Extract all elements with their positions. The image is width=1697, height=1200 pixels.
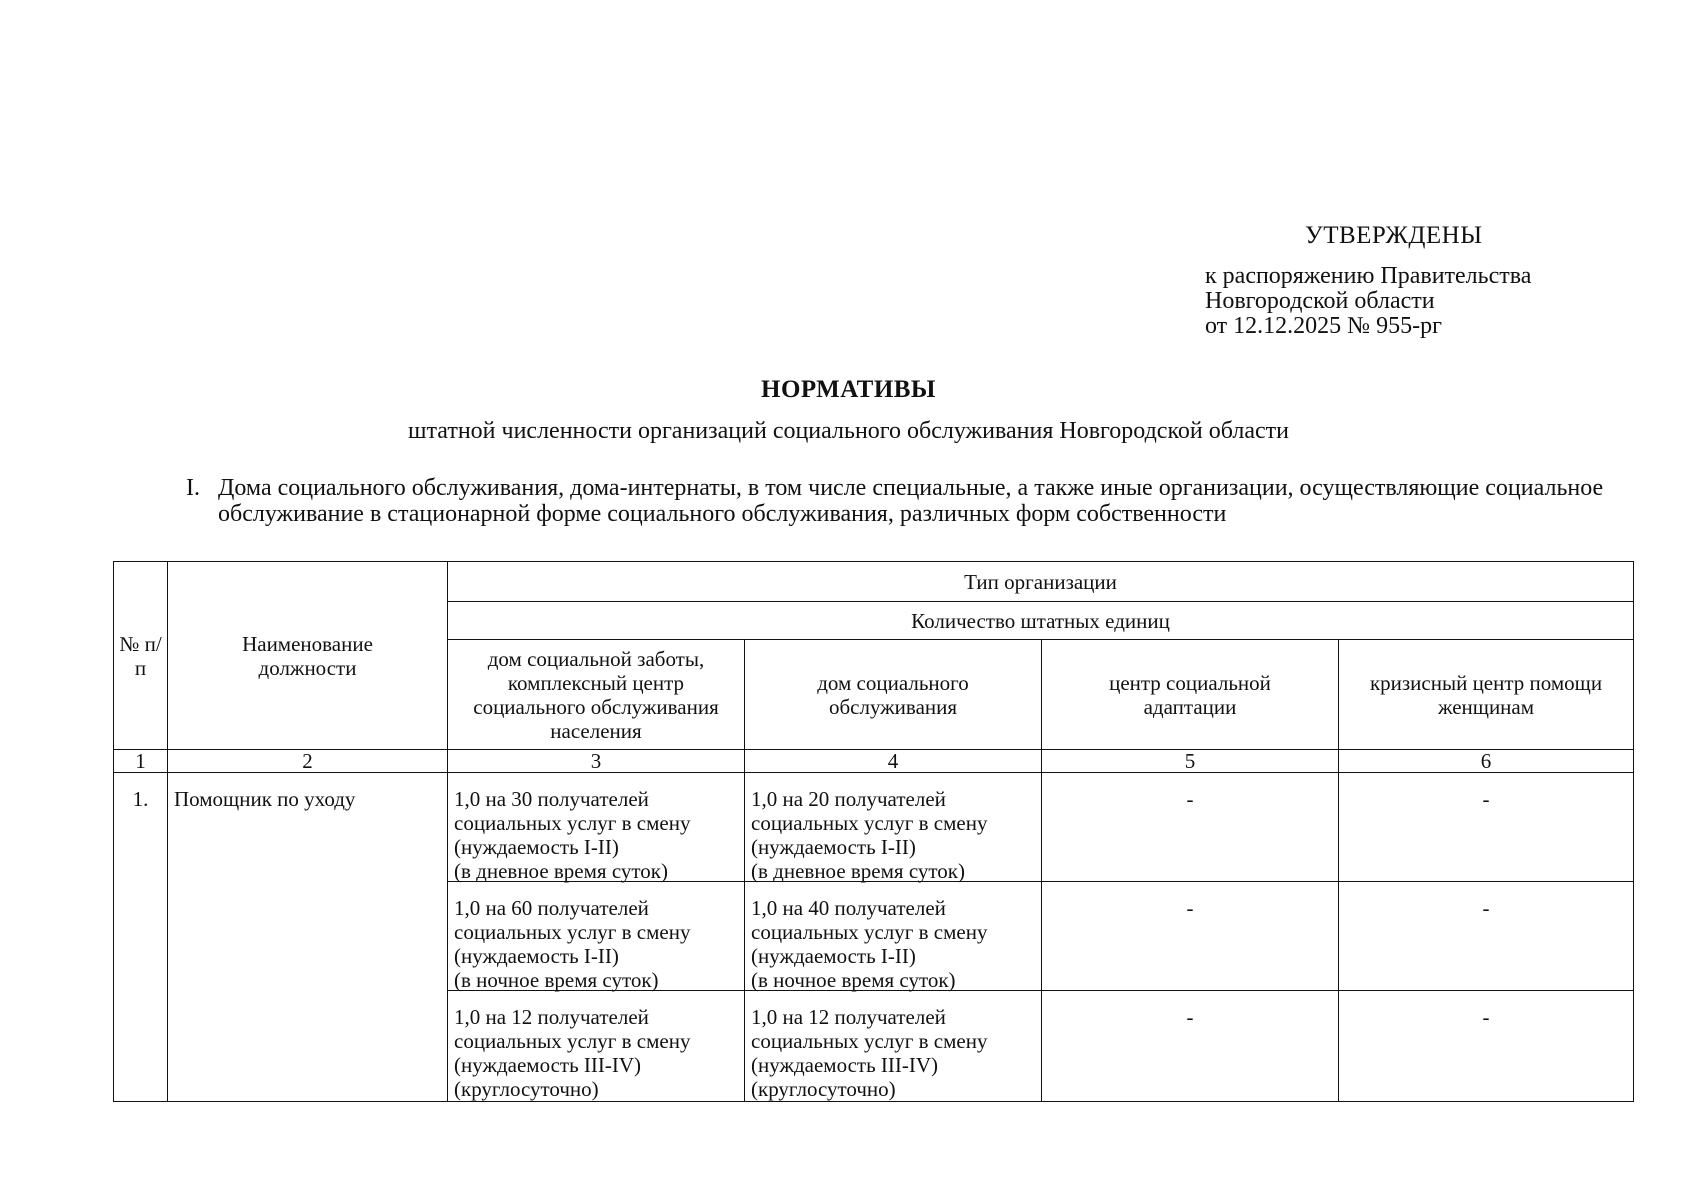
norm-line: (нуждаемость I-II) (751, 835, 916, 859)
header-col3: дом социальной заботы, комплексный центр социального обслуживания населения (448, 640, 745, 750)
norm-line: (в ночное время суток) (454, 968, 659, 992)
norm-cell (745, 991, 1041, 1101)
norm-line: 1,0 на 60 получателей (454, 896, 649, 920)
norm-line: социальных услуг в смену (751, 1029, 988, 1053)
column-number: 6 (1339, 750, 1634, 773)
document-title: НОРМАТИВЫ (761, 376, 936, 403)
norm-line: социальных услуг в смену (751, 811, 988, 835)
column-number: 4 (745, 750, 1042, 773)
norm-line: (в дневное время суток) (454, 859, 668, 883)
norm-line: 1,0 на 20 получателей (751, 787, 946, 811)
dash-cell: - (1186, 896, 1194, 920)
norm-line: социальных услуг в смену (454, 1029, 691, 1053)
column-number: 2 (168, 750, 448, 773)
norm-line: 1,0 на 12 получателей (751, 1005, 946, 1029)
dash-cell: - (1186, 787, 1194, 811)
section-heading (186, 475, 1606, 527)
header-col4: дом социального обслуживания (745, 640, 1042, 750)
dash-cell: - (1482, 787, 1490, 811)
norm-line: 1,0 на 30 получателей (454, 787, 649, 811)
header-col6: кризисный центр помощи женщинам (1339, 640, 1634, 750)
document-subtitle: штатной численности организаций социального обслуживания Новгородской области (408, 418, 1289, 444)
norm-line: 1,0 на 40 получателей (751, 896, 946, 920)
norm-line: 1,0 на 12 получателей (454, 1005, 649, 1029)
approval-line: Новгородской области (1205, 288, 1435, 314)
approval-line: от 12.12.2025 № 955-рг (1205, 313, 1442, 339)
norm-line: (нуждаемость III-IV) (751, 1053, 939, 1077)
norm-cell (448, 882, 744, 990)
dash-cell: - (1482, 1005, 1490, 1029)
table-row (114, 773, 1634, 882)
header-no: № п/п (114, 562, 168, 750)
norm-line: социальных услуг в смену (454, 811, 691, 835)
norm-line: (в ночное время суток) (751, 968, 956, 992)
dash-cell: - (1482, 896, 1490, 920)
section-number: I. (186, 475, 200, 501)
norms-table (113, 561, 1634, 1102)
approval-line: к распоряжению Правительства (1205, 263, 1532, 289)
row-position: Помощник по уходу (168, 773, 448, 1102)
header-staff-count: Количество штатных единиц (448, 602, 1634, 640)
column-number: 3 (448, 750, 745, 773)
norm-cell (745, 882, 1041, 990)
norm-line: (нуждаемость III-IV) (454, 1053, 642, 1077)
norm-line: (нуждаемость I-II) (751, 944, 916, 968)
norm-line: (круглосуточно) (751, 1077, 896, 1101)
approval-heading: УТВЕРЖДЕНЫ (1305, 222, 1483, 249)
norm-cell (448, 773, 744, 881)
norm-cell (745, 773, 1041, 881)
norm-line: (круглосуточно) (454, 1077, 599, 1101)
column-number: 1 (114, 750, 168, 773)
dash-cell: - (1186, 1005, 1194, 1029)
approval-block (1205, 222, 1605, 339)
norm-line: социальных услуг в смену (454, 920, 691, 944)
header-org-type: Тип организации (448, 562, 1634, 602)
header-col5: центр социальной адаптации (1042, 640, 1339, 750)
section-text: Дома социального обслуживания, дома-интернаты, в том числе специальные, а также иные организации, осуществляющие социальное обслуживание в стационарной форме социального обслуживания, различных форм собственности (218, 475, 1604, 527)
norm-cell (448, 991, 744, 1101)
norm-line: (нуждаемость I-II) (454, 835, 619, 859)
column-number: 5 (1042, 750, 1339, 773)
norm-line: (в дневное время суток) (751, 859, 965, 883)
header-position: Наименование должности (168, 562, 448, 750)
row-number: 1. (114, 773, 168, 1102)
norm-line: (нуждаемость I-II) (454, 944, 619, 968)
norm-line: социальных услуг в смену (751, 920, 988, 944)
